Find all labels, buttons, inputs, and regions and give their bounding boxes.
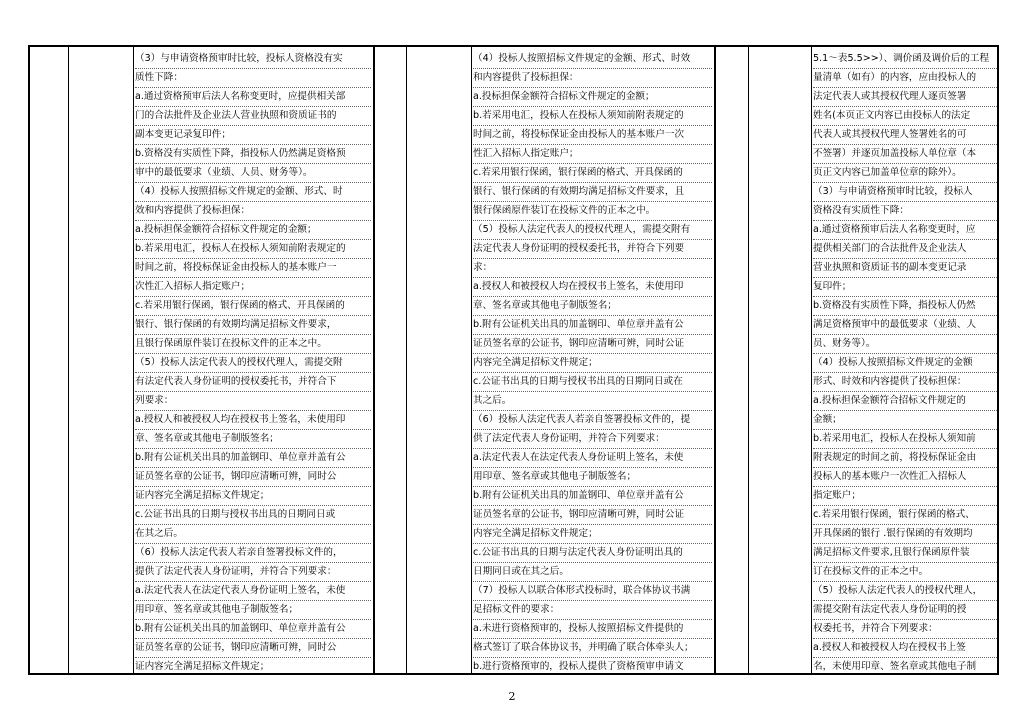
text-line: 有法定代表人身份证明的授权委托书，并符合下	[135, 373, 371, 392]
text-line: 名，未使用印章、签名章或其他电子制	[813, 658, 997, 671]
text-line: c.公证书出具的日期与授权书出具的日期同日或在	[473, 373, 712, 392]
text-line: （5）投标人法定代表人的授权代理人，	[813, 582, 997, 601]
text-line: c.公证书出具的日期与授权书出具的日期同日或	[135, 506, 371, 525]
text-line: 需提交附有法定代表人身份证明的授	[813, 601, 997, 620]
text-line: 审中的最低要求（业绩、人员、财务等）。	[135, 164, 371, 183]
text-line: 银行、银行保函的有效期均满足招标文件要求，	[135, 316, 371, 335]
text-line: b.附有公证机关出具的加盖钢印、单位章并盖有公	[473, 487, 712, 506]
text-line: 金额；	[813, 411, 997, 430]
text-line: （5）投标人法定代表人的授权代理人，需提交附有	[473, 221, 712, 240]
text-line: 内容完全满足招标文件规定；	[473, 354, 712, 373]
text-line: 量清单（如有）的内容，应由投标人的	[813, 69, 997, 88]
text-line: b.若采用电汇，投标人在投标人须知前	[813, 430, 997, 449]
text-line: 证员签名章的公证书，钢印应清晰可辨，同时公	[135, 639, 371, 658]
text-line: 资格没有实质性下降：	[813, 202, 997, 221]
text-line: 副本变更记录复印件；	[135, 126, 371, 145]
text-line: 足招标文件的要求：	[473, 601, 712, 620]
column-divider	[471, 47, 472, 673]
column-divider	[811, 47, 812, 673]
text-line: （6）投标人法定代表人若亲自签署投标文件的，提	[473, 411, 712, 430]
text-line: b.附有公证机关出具的加盖钢印、单位章并盖有公	[135, 449, 371, 468]
text-line: 员、财务等）。	[813, 335, 997, 354]
text-line: 复印件；	[813, 278, 997, 297]
text-line: 代表人或其授权代理人签署姓名的可	[813, 126, 997, 145]
text-line: c.若采用银行保函，银行保函的格式、	[813, 506, 997, 525]
text-line: c.若采用银行保函，银行保函的格式、开具保函的	[473, 164, 712, 183]
text-line: 满足招标文件要求,且银行保函原件装	[813, 544, 997, 563]
text-line: 求：	[473, 259, 712, 278]
text-line: 开具保函的银行 .银行保函的有效期均	[813, 525, 997, 544]
text-line: 提供了法定代表人身份证明，并符合下列要求：	[135, 563, 371, 582]
column-divider	[133, 47, 134, 673]
text-line: 质性下降：	[135, 69, 371, 88]
text-line: 形式、时效和内容提供了投标担保：	[813, 373, 997, 392]
text-line: 订在投标文件的正本之中。	[813, 563, 997, 582]
text-column-3	[813, 50, 997, 671]
text-line: 银行、银行保函的有效期均满足招标文件要求，且	[473, 183, 712, 202]
text-line: 法定代表人身份证明的授权委托书，并符合下列要	[473, 240, 712, 259]
column-divider	[373, 47, 375, 673]
text-line: 证员签名章的公证书，钢印应清晰可辨，同时公	[135, 468, 371, 487]
text-line: a.法定代表人在法定代表人身份证明上签名，未使	[473, 449, 712, 468]
text-line: a.授权人和被授权人均在授权书上签名，未使用印	[473, 278, 712, 297]
text-line: 门的合法批件及企业法人营业执照和资质证书的	[135, 107, 371, 126]
text-line: 且银行保函原件装订在投标文件的正本之中。	[135, 335, 371, 354]
text-line: 时间之前，将投标保证金由投标人的基本账户一	[135, 259, 371, 278]
text-line: a.法定代表人在法定代表人身份证明上签名，未使	[135, 582, 371, 601]
text-line: 投标人的基本账户一次性汇入招标人	[813, 468, 997, 487]
text-line: 权委托书，并符合下列要求：	[813, 620, 997, 639]
text-column-2	[473, 50, 712, 671]
text-line: 供了法定代表人身份证明，并符合下列要求：	[473, 430, 712, 449]
column-divider	[748, 47, 749, 673]
text-line: 指定账户；	[813, 487, 997, 506]
text-line: c.若采用银行保函，银行保函的格式、开具保函的	[135, 297, 371, 316]
text-line: （4）投标人按照招标文件规定的金额	[813, 354, 997, 373]
text-line: 附表规定的时间之前，将投标保证金由	[813, 449, 997, 468]
text-line: （7）投标人以联合体形式投标时，联合体协议书满	[473, 582, 712, 601]
text-line: （4）投标人按照招标文件规定的金额、形式、时	[135, 183, 371, 202]
text-line: 内容完全满足招标文件规定；	[473, 525, 712, 544]
text-line: 不签署）并逐页加盖投标人单位章（本	[813, 145, 997, 164]
column-divider	[68, 47, 69, 673]
text-line: 满足资格预审中的最低要求（业绩、人	[813, 316, 997, 335]
text-line: 提供相关部门的合法批件及企业法人	[813, 240, 997, 259]
text-line: 用印章、签名章或其他电子制版签名；	[473, 468, 712, 487]
text-line: 章、签名章或其他电子制版签名；	[473, 297, 712, 316]
text-line: b.资格没有实质性下降，指投标人仍然	[813, 297, 997, 316]
text-line: b.附有公证机关出具的加盖钢印、单位章并盖有公	[473, 316, 712, 335]
text-line: 性汇入招标人指定账户；	[473, 145, 712, 164]
text-line: b.若采用电汇，投标人在投标人须知前附表规定的	[473, 107, 712, 126]
text-line: 证员签名章的公证书，钢印应清晰可辨，同时公证	[473, 506, 712, 525]
text-line: 证内容完全满足招标文件规定；	[135, 487, 371, 506]
text-line: b.进行资格预审的，投标人提供了资格预审申请文	[473, 658, 712, 671]
text-line: 证员签名章的公证书，钢印应清晰可辨，同时公证	[473, 335, 712, 354]
text-line: 营业执照和资质证书的副本变更记录	[813, 259, 997, 278]
text-line: a.授权人和被授权人均在授权书上签	[813, 639, 997, 658]
text-line: 列要求：	[135, 392, 371, 411]
text-line: 在其之后。	[135, 525, 371, 544]
text-line: 用印章、签名章或其他电子制版签名；	[135, 601, 371, 620]
text-line: （6）投标人法定代表人若亲自签署投标文件的，	[135, 544, 371, 563]
text-line: （5）投标人法定代表人的授权代理人，需提交附	[135, 354, 371, 373]
text-line: 次性汇入招标人指定账户；	[135, 278, 371, 297]
text-line: a.通过资格预审后法人名称变更时，应	[813, 221, 997, 240]
text-line: a.投标担保金额符合招标文件规定的	[813, 392, 997, 411]
text-line: a.投标担保金额符合招标文件规定的金额；	[135, 221, 371, 240]
column-divider	[714, 47, 716, 673]
text-line: 其之后。	[473, 392, 712, 411]
page-number: 2	[508, 690, 516, 703]
text-column-1	[135, 50, 371, 671]
text-line: 姓名(本页正文内容已由投标人的法定	[813, 107, 997, 126]
text-line: a.未进行资格预审的，投标人按照招标文件提供的	[473, 620, 712, 639]
text-line: 5.1～表5.5>>）、调价函及调价后的工程	[813, 50, 997, 69]
text-line: b.附有公证机关出具的加盖钢印、单位章并盖有公	[135, 620, 371, 639]
column-divider	[406, 47, 407, 673]
text-line: （3）与申请资格预审时比较，投标人资格没有实	[135, 50, 371, 69]
text-line: c.公证书出具的日期与法定代表人身份证明出具的	[473, 544, 712, 563]
text-line: （3）与申请资格预审时比较，投标人	[813, 183, 997, 202]
text-line: b.资格没有实质性下降，指投标人仍然满足资格预	[135, 145, 371, 164]
text-line: 银行保函原件装订在投标文件的正本之中。	[473, 202, 712, 221]
text-line: 和内容提供了投标担保：	[473, 69, 712, 88]
text-line: 格式签订了联合体协议书，并明确了联合体牵头人；	[473, 639, 712, 658]
text-line: 章、签名章或其他电子制版签名；	[135, 430, 371, 449]
text-line: a.授权人和被授权人均在授权书上签名，未使用印	[135, 411, 371, 430]
text-line: 效和内容提供了投标担保：	[135, 202, 371, 221]
text-line: 日期同日或在其之后。	[473, 563, 712, 582]
text-line: 法定代表人或其授权代理人逐页签署	[813, 88, 997, 107]
document-table	[28, 45, 999, 675]
text-line: 页正文内容已加盖单位章的除外）。	[813, 164, 997, 183]
text-line: b.若采用电汇，投标人在投标人须知前附表规定的	[135, 240, 371, 259]
text-line: 时间之前，将投标保证金由投标人的基本账户一次	[473, 126, 712, 145]
text-line: 证内容完全满足招标文件规定；	[135, 658, 371, 671]
text-line: a.投标担保金额符合招标文件规定的金额；	[473, 88, 712, 107]
text-line: a.通过资格预审后法人名称变更时，应提供相关部	[135, 88, 371, 107]
text-line: （4）投标人按照招标文件规定的金额、形式、时效	[473, 50, 712, 69]
